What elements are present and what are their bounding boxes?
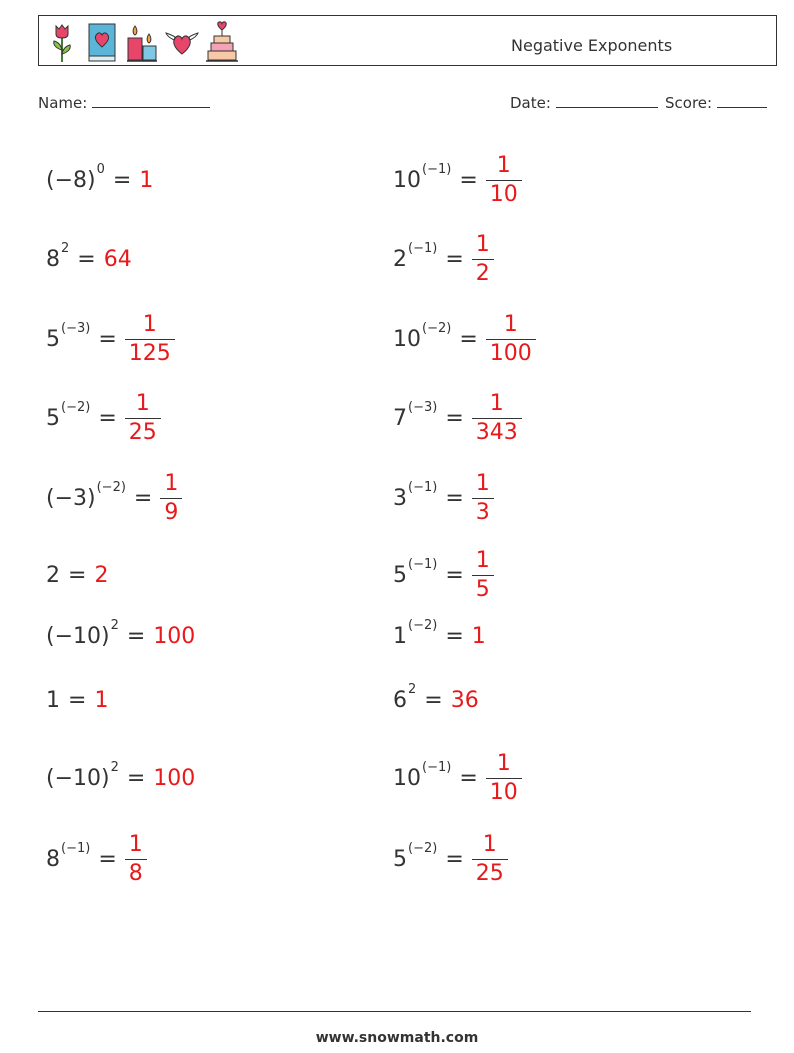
- problem-item: [46, 545, 108, 605]
- problem-exponent: (−2): [408, 840, 438, 856]
- equals-sign: =: [133, 485, 153, 511]
- problem-expression: [393, 617, 438, 649]
- problem-exponent: 0: [96, 161, 105, 177]
- score-label: Score:: [665, 94, 713, 112]
- problem-expression: [46, 479, 126, 511]
- fraction-numerator: 1: [482, 831, 497, 857]
- problem-answer: 100: [153, 765, 196, 791]
- problem-expression: [46, 759, 119, 791]
- equals-sign: =: [112, 167, 132, 193]
- equals-sign: =: [68, 687, 87, 713]
- problem-item: [393, 150, 522, 210]
- equals-sign: =: [445, 623, 464, 649]
- worksheet-header: [38, 15, 777, 66]
- problem-base: 8: [46, 846, 60, 872]
- problem-exponent: (−3): [61, 320, 91, 336]
- problem-item: [46, 388, 161, 448]
- answer-fraction: [125, 392, 161, 445]
- problem-expression: [46, 320, 91, 352]
- problem-base: (−10): [46, 765, 110, 791]
- fraction-denominator: 2: [475, 260, 490, 286]
- header-icons: [45, 20, 239, 64]
- problem-exponent: 2: [408, 681, 417, 697]
- problem-item: [46, 309, 175, 369]
- equals-sign: =: [445, 246, 464, 272]
- problem-answer: 2: [94, 562, 109, 588]
- rose-icon: [45, 20, 79, 64]
- problem-base: 5: [393, 846, 407, 872]
- answer-fraction: [125, 313, 175, 366]
- problem-expression: [46, 617, 119, 649]
- problem-base: 10: [393, 326, 421, 352]
- problem-expression: [46, 840, 91, 872]
- problem-expression: [46, 399, 91, 431]
- cake-icon: [205, 20, 239, 64]
- problem-expression: [46, 688, 60, 713]
- date-label: Date:: [510, 94, 551, 112]
- equals-sign: =: [459, 167, 478, 193]
- answer-fraction: [160, 472, 182, 525]
- equals-sign: =: [459, 765, 478, 791]
- problem-exponent: (−2): [422, 320, 452, 336]
- fraction-denominator: 9: [164, 499, 179, 525]
- fraction-denominator: 3: [475, 499, 490, 525]
- worksheet-title: Negative Exponents: [511, 36, 673, 55]
- equals-sign: =: [445, 405, 464, 431]
- name-line[interactable]: [92, 93, 210, 108]
- equals-sign: =: [126, 765, 146, 791]
- problem-answer: 36: [450, 687, 479, 713]
- problem-base: (−3): [46, 485, 96, 511]
- fraction-denominator: 25: [128, 419, 157, 445]
- problem-exponent: (−2): [408, 617, 438, 633]
- card-heart-icon: [85, 20, 119, 64]
- problem-expression: [393, 399, 438, 431]
- equals-sign: =: [98, 846, 117, 872]
- name-label: Name:: [38, 94, 88, 112]
- problem-base: 5: [46, 326, 60, 352]
- problem-base: 10: [393, 167, 421, 193]
- problem-expression: [46, 161, 105, 193]
- equals-sign: =: [445, 846, 464, 872]
- fraction-numerator: 1: [496, 152, 511, 178]
- problem-base: 10: [393, 765, 421, 791]
- problem-item: [393, 545, 494, 605]
- problem-exponent: (−1): [61, 840, 91, 856]
- fraction-denominator: 25: [475, 860, 504, 886]
- problem-base: 3: [393, 485, 407, 511]
- equals-sign: =: [68, 562, 87, 588]
- problem-base: 7: [393, 405, 407, 431]
- answer-fraction: [125, 833, 147, 886]
- problem-item: [46, 748, 195, 808]
- problem-exponent: 2: [110, 759, 119, 775]
- problem-exponent: (−2): [96, 479, 126, 495]
- problem-item: [46, 829, 147, 889]
- fraction-numerator: 1: [475, 470, 490, 496]
- problem-item: [393, 468, 494, 528]
- fraction-denominator: 5: [475, 576, 490, 602]
- problem-item: [393, 829, 508, 889]
- problem-expression: [393, 320, 452, 352]
- problem-exponent: (−1): [408, 556, 438, 572]
- fraction-denominator: 10: [489, 779, 518, 805]
- equals-sign: =: [445, 562, 464, 588]
- problem-item: [393, 388, 522, 448]
- answer-fraction: [486, 752, 522, 805]
- problem-base: (−10): [46, 623, 110, 649]
- problem-item: [393, 670, 479, 730]
- problem-item: [46, 606, 195, 666]
- fraction-numerator: 1: [135, 390, 150, 416]
- problem-base: 5: [46, 405, 60, 431]
- problem-exponent: (−3): [408, 399, 438, 415]
- problem-exponent: (−1): [422, 759, 452, 775]
- answer-fraction: [472, 833, 508, 886]
- fraction-denominator: 8: [128, 860, 143, 886]
- problem-exponent: (−1): [408, 240, 438, 256]
- problem-answer: 100: [153, 623, 196, 649]
- equals-sign: =: [445, 485, 464, 511]
- problem-item: [46, 670, 108, 730]
- fraction-numerator: 1: [496, 750, 511, 776]
- answer-fraction: [472, 392, 522, 445]
- answer-fraction: [472, 472, 494, 525]
- problem-expression: [46, 563, 60, 588]
- problem-base: 1: [393, 623, 407, 649]
- problem-expression: [393, 161, 452, 193]
- problem-exponent: (−1): [408, 479, 438, 495]
- equals-sign: =: [98, 405, 117, 431]
- name-field: [38, 93, 210, 112]
- problem-answer: 1: [139, 167, 154, 193]
- answer-fraction: [472, 549, 494, 602]
- fraction-denominator: 100: [489, 340, 532, 366]
- fraction-numerator: 1: [142, 311, 157, 337]
- problem-expression: [46, 240, 70, 272]
- score-field: [665, 93, 767, 112]
- problem-exponent: (−2): [61, 399, 91, 415]
- problem-item: [46, 150, 153, 210]
- problem-item: [393, 229, 494, 289]
- equals-sign: =: [77, 246, 96, 272]
- problem-answer: 64: [103, 246, 132, 272]
- winged-heart-icon: [165, 20, 199, 64]
- equals-sign: =: [424, 687, 443, 713]
- problem-answer: 1: [94, 687, 109, 713]
- problem-base: 2: [46, 562, 60, 588]
- fraction-numerator: 1: [475, 547, 490, 573]
- problem-expression: [393, 840, 438, 872]
- problem-answer: 1: [471, 623, 486, 649]
- fraction-numerator: 1: [164, 470, 179, 496]
- fraction-numerator: 1: [489, 390, 504, 416]
- problem-base: 2: [393, 246, 407, 272]
- footer-divider: [38, 1011, 751, 1012]
- fraction-numerator: 1: [475, 231, 490, 257]
- problem-expression: [393, 240, 438, 272]
- equals-sign: =: [459, 326, 478, 352]
- fraction-numerator: 1: [128, 831, 143, 857]
- fraction-denominator: 125: [128, 340, 171, 366]
- date-field: [510, 93, 658, 112]
- fraction-denominator: 10: [489, 181, 518, 207]
- problem-expression: [393, 479, 438, 511]
- problem-item: [393, 748, 522, 808]
- problem-item: [393, 606, 486, 666]
- problem-item: [393, 309, 536, 369]
- equals-sign: =: [98, 326, 117, 352]
- problem-exponent: 2: [61, 240, 70, 256]
- problem-expression: [393, 759, 452, 791]
- answer-fraction: [472, 233, 494, 286]
- problem-exponent: 2: [110, 617, 119, 633]
- problem-expression: [393, 556, 438, 588]
- score-line[interactable]: [717, 93, 767, 108]
- answer-fraction: [486, 154, 522, 207]
- candles-icon: [125, 20, 159, 64]
- problem-base: (−8): [46, 167, 96, 193]
- problem-base: 8: [46, 246, 60, 272]
- equals-sign: =: [126, 623, 146, 649]
- footer-site: www.snowmath.com: [315, 1030, 479, 1046]
- problem-base: 1: [46, 687, 60, 713]
- fraction-numerator: 1: [503, 311, 518, 337]
- problem-item: [46, 468, 182, 528]
- problem-item: [46, 229, 132, 289]
- fraction-denominator: 343: [475, 419, 518, 445]
- problem-base: 5: [393, 562, 407, 588]
- date-line[interactable]: [556, 93, 658, 108]
- problem-expression: [393, 681, 417, 713]
- answer-fraction: [486, 313, 536, 366]
- problem-exponent: (−1): [422, 161, 452, 177]
- problem-base: 6: [393, 687, 407, 713]
